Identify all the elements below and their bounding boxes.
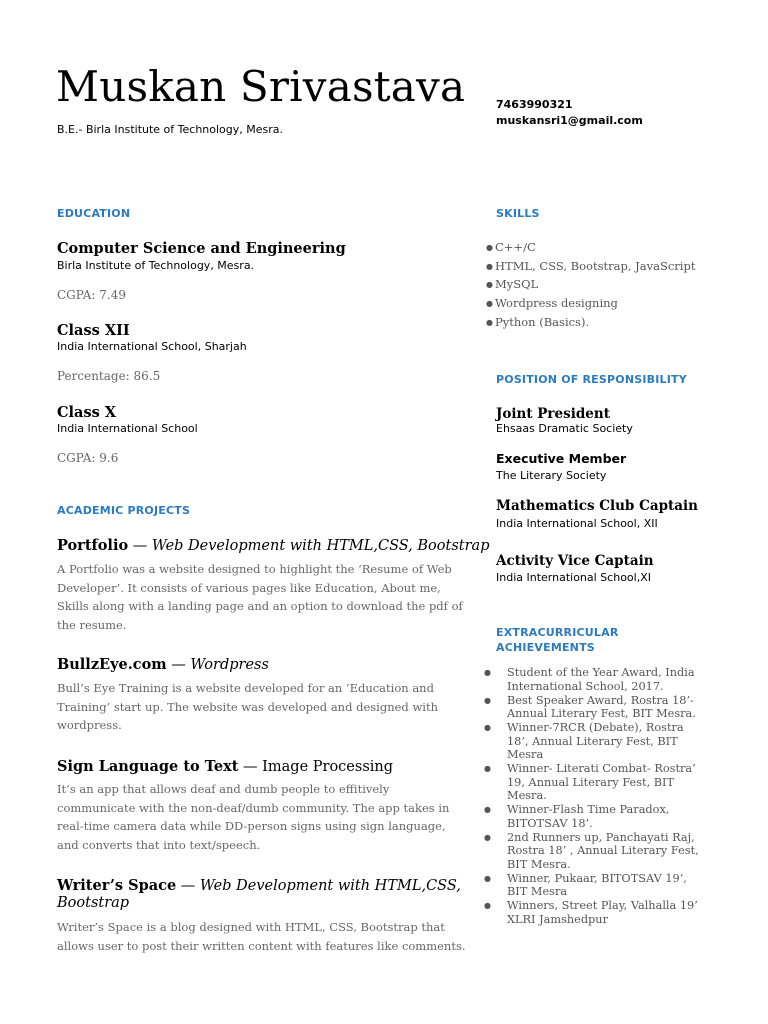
- bullet-icon: ●: [486, 243, 493, 252]
- project-tech: Web Development with HTML,CSS, Bootstrap: [151, 538, 490, 554]
- project-title: [57, 758, 393, 775]
- bullet-icon: ●: [486, 299, 493, 309]
- education-grade: CGPA: 9.6: [57, 451, 119, 465]
- bullet-icon: ●: [484, 901, 491, 910]
- bullet-icon: ●: [486, 261, 493, 271]
- education-heading: EDUCATION: [57, 207, 131, 220]
- skill-label: C++/C: [495, 240, 536, 254]
- bullet-icon: ●: [484, 873, 491, 883]
- responsibility-org: India International School,XI: [496, 571, 651, 584]
- skill-label: HTML, CSS, Bootstrap, JavaScript: [495, 258, 696, 273]
- education-degree: Class XII: [57, 322, 130, 339]
- project-title: [57, 656, 269, 673]
- education-institution: Birla Institute of Technology, Mesra.: [57, 259, 255, 272]
- skill-label: Wordpress designing: [495, 296, 618, 311]
- responsibility-role: Mathematics Club Captain: [496, 498, 698, 514]
- education-degree: Class X: [57, 404, 117, 421]
- projects-heading: ACADEMIC PROJECTS: [57, 504, 191, 517]
- project-name: Sign Language to Text: [57, 758, 239, 775]
- responsibility-org: The Literary Society: [496, 469, 607, 482]
- project-tech: Wordpress: [190, 657, 269, 673]
- project-dash: —: [238, 759, 263, 775]
- achievement-item: [484, 803, 704, 830]
- responsibility-org: Ehsaas Dramatic Society: [496, 422, 633, 435]
- responsibility-heading: POSITION OF RESPONSIBILITY: [496, 373, 687, 386]
- achievement-text: Student of the Year Award, India International School, 2017.: [507, 666, 695, 693]
- achievement-item: [484, 694, 704, 721]
- candidate-name: Muskan Srivastava: [56, 62, 466, 111]
- bullet-icon: ●: [484, 723, 491, 732]
- achievement-item: [484, 762, 704, 803]
- bullet-icon: ●: [484, 695, 491, 705]
- bullet-icon: ●: [486, 317, 493, 327]
- responsibility-role: Joint President: [496, 406, 610, 422]
- achievement-text: Winner-Flash Time Paradox, BITOTSAV 18’.: [507, 803, 670, 830]
- responsibility-role: Activity Vice Captain: [496, 553, 654, 569]
- education-institution: India International School: [57, 422, 198, 435]
- email-address: muskansri1@gmail.com: [496, 114, 643, 127]
- project-description: It’s an app that allows deaf and dumb people to effitively communicate with the non-deaf/dumb community. The app takes in real-time camera data while DD-person signs using sign language, and converts that into text/speech.: [57, 782, 450, 852]
- achievement-text: Winner- Literati Combat- Rostra’ 19, Annual Literary Fest, BIT Mesra.: [507, 762, 696, 802]
- achievement-item: [484, 666, 704, 693]
- bullet-icon: ●: [484, 668, 491, 677]
- project-name: BullzEye.com: [57, 656, 167, 673]
- project-tech-continued: [57, 894, 129, 911]
- achievement-item: [484, 831, 704, 872]
- skill-label: Python (Basics).: [495, 314, 590, 329]
- project-description: Writer’s Space is a blog designed with HTML, CSS, Bootstrap that allows user to post their written content with features like comments.: [57, 920, 466, 953]
- phone-number: 7463990321: [496, 98, 573, 111]
- achievement-item: [484, 721, 704, 762]
- achievement-item: [484, 872, 704, 899]
- skill-item: [486, 238, 695, 257]
- education-degree: Computer Science and Engineering: [57, 240, 346, 257]
- skill-item: [486, 257, 695, 276]
- candidate-subtitle: B.E.- Birla Institute of Technology, Mesra.: [57, 123, 284, 136]
- achievement-text: 2nd Runners up, Panchayati Raj, Rostra 18’ , Annual Literary Fest, BIT Mesra.: [507, 830, 699, 871]
- project-name: Writer’s Space: [57, 877, 177, 894]
- achievement-item: [484, 899, 704, 926]
- bullet-icon: ●: [484, 805, 491, 814]
- achievement-text: Best Speaker Award, Rostra 18’-Annual Literary Fest, BIT Mesra.: [507, 693, 696, 720]
- project-dash: —: [128, 538, 152, 554]
- skill-item: [486, 294, 695, 313]
- bullet-icon: ●: [486, 280, 493, 290]
- project-dash: —: [166, 657, 191, 673]
- project-name: Portfolio: [57, 537, 129, 554]
- skills-heading: SKILLS: [496, 207, 540, 220]
- responsibility-role: Executive Member: [496, 451, 627, 466]
- bullet-icon: ●: [484, 832, 491, 842]
- education-grade: CGPA: 7.49: [57, 288, 126, 302]
- project-tech: Web Development with HTML,CSS,: [199, 878, 461, 894]
- project-description: Bull’s Eye Training is a website developed for an ‘Education and Training’ start up. The website was developed and designed with wordpress.: [57, 681, 438, 732]
- achievements-heading-line2: ACHIEVEMENTS: [496, 641, 595, 654]
- project-tech: Image Processing: [262, 759, 394, 775]
- bullet-icon: ●: [484, 764, 491, 773]
- project-description: A Portfolio was a website designed to highlight the ‘Resume of Web Developer’. It consists of various pages like Education, About me, Skills along with a landing page and an option to download the pdf of the resume.: [57, 562, 463, 632]
- achievements-list: [484, 666, 704, 927]
- achievement-text: Winner-7RCR (Debate), Rostra 18’, Annual Literary Fest, BIT Mesra: [507, 721, 684, 761]
- skill-label: MySQL: [495, 277, 539, 292]
- project-dash: —: [176, 878, 200, 894]
- responsibility-org: India International School, XII: [496, 517, 658, 530]
- achievements-heading: EXTRACURRICULAR: [496, 626, 619, 639]
- achievement-text: Winners, Street Play, Valhalla 19’ XLRI Jamshedpur: [507, 899, 698, 926]
- project-tech: Bootstrap: [57, 895, 130, 911]
- project-title: [57, 877, 461, 894]
- skill-item: [486, 275, 695, 294]
- education-grade: Percentage: 86.5: [57, 369, 161, 383]
- skill-item: [486, 313, 695, 332]
- education-institution: India International School, Sharjah: [57, 340, 247, 353]
- project-title: [57, 537, 489, 554]
- skills-list: [486, 238, 695, 331]
- achievement-text: Winner, Pukaar, BITOTSAV 19’, BIT Mesra: [507, 871, 687, 898]
